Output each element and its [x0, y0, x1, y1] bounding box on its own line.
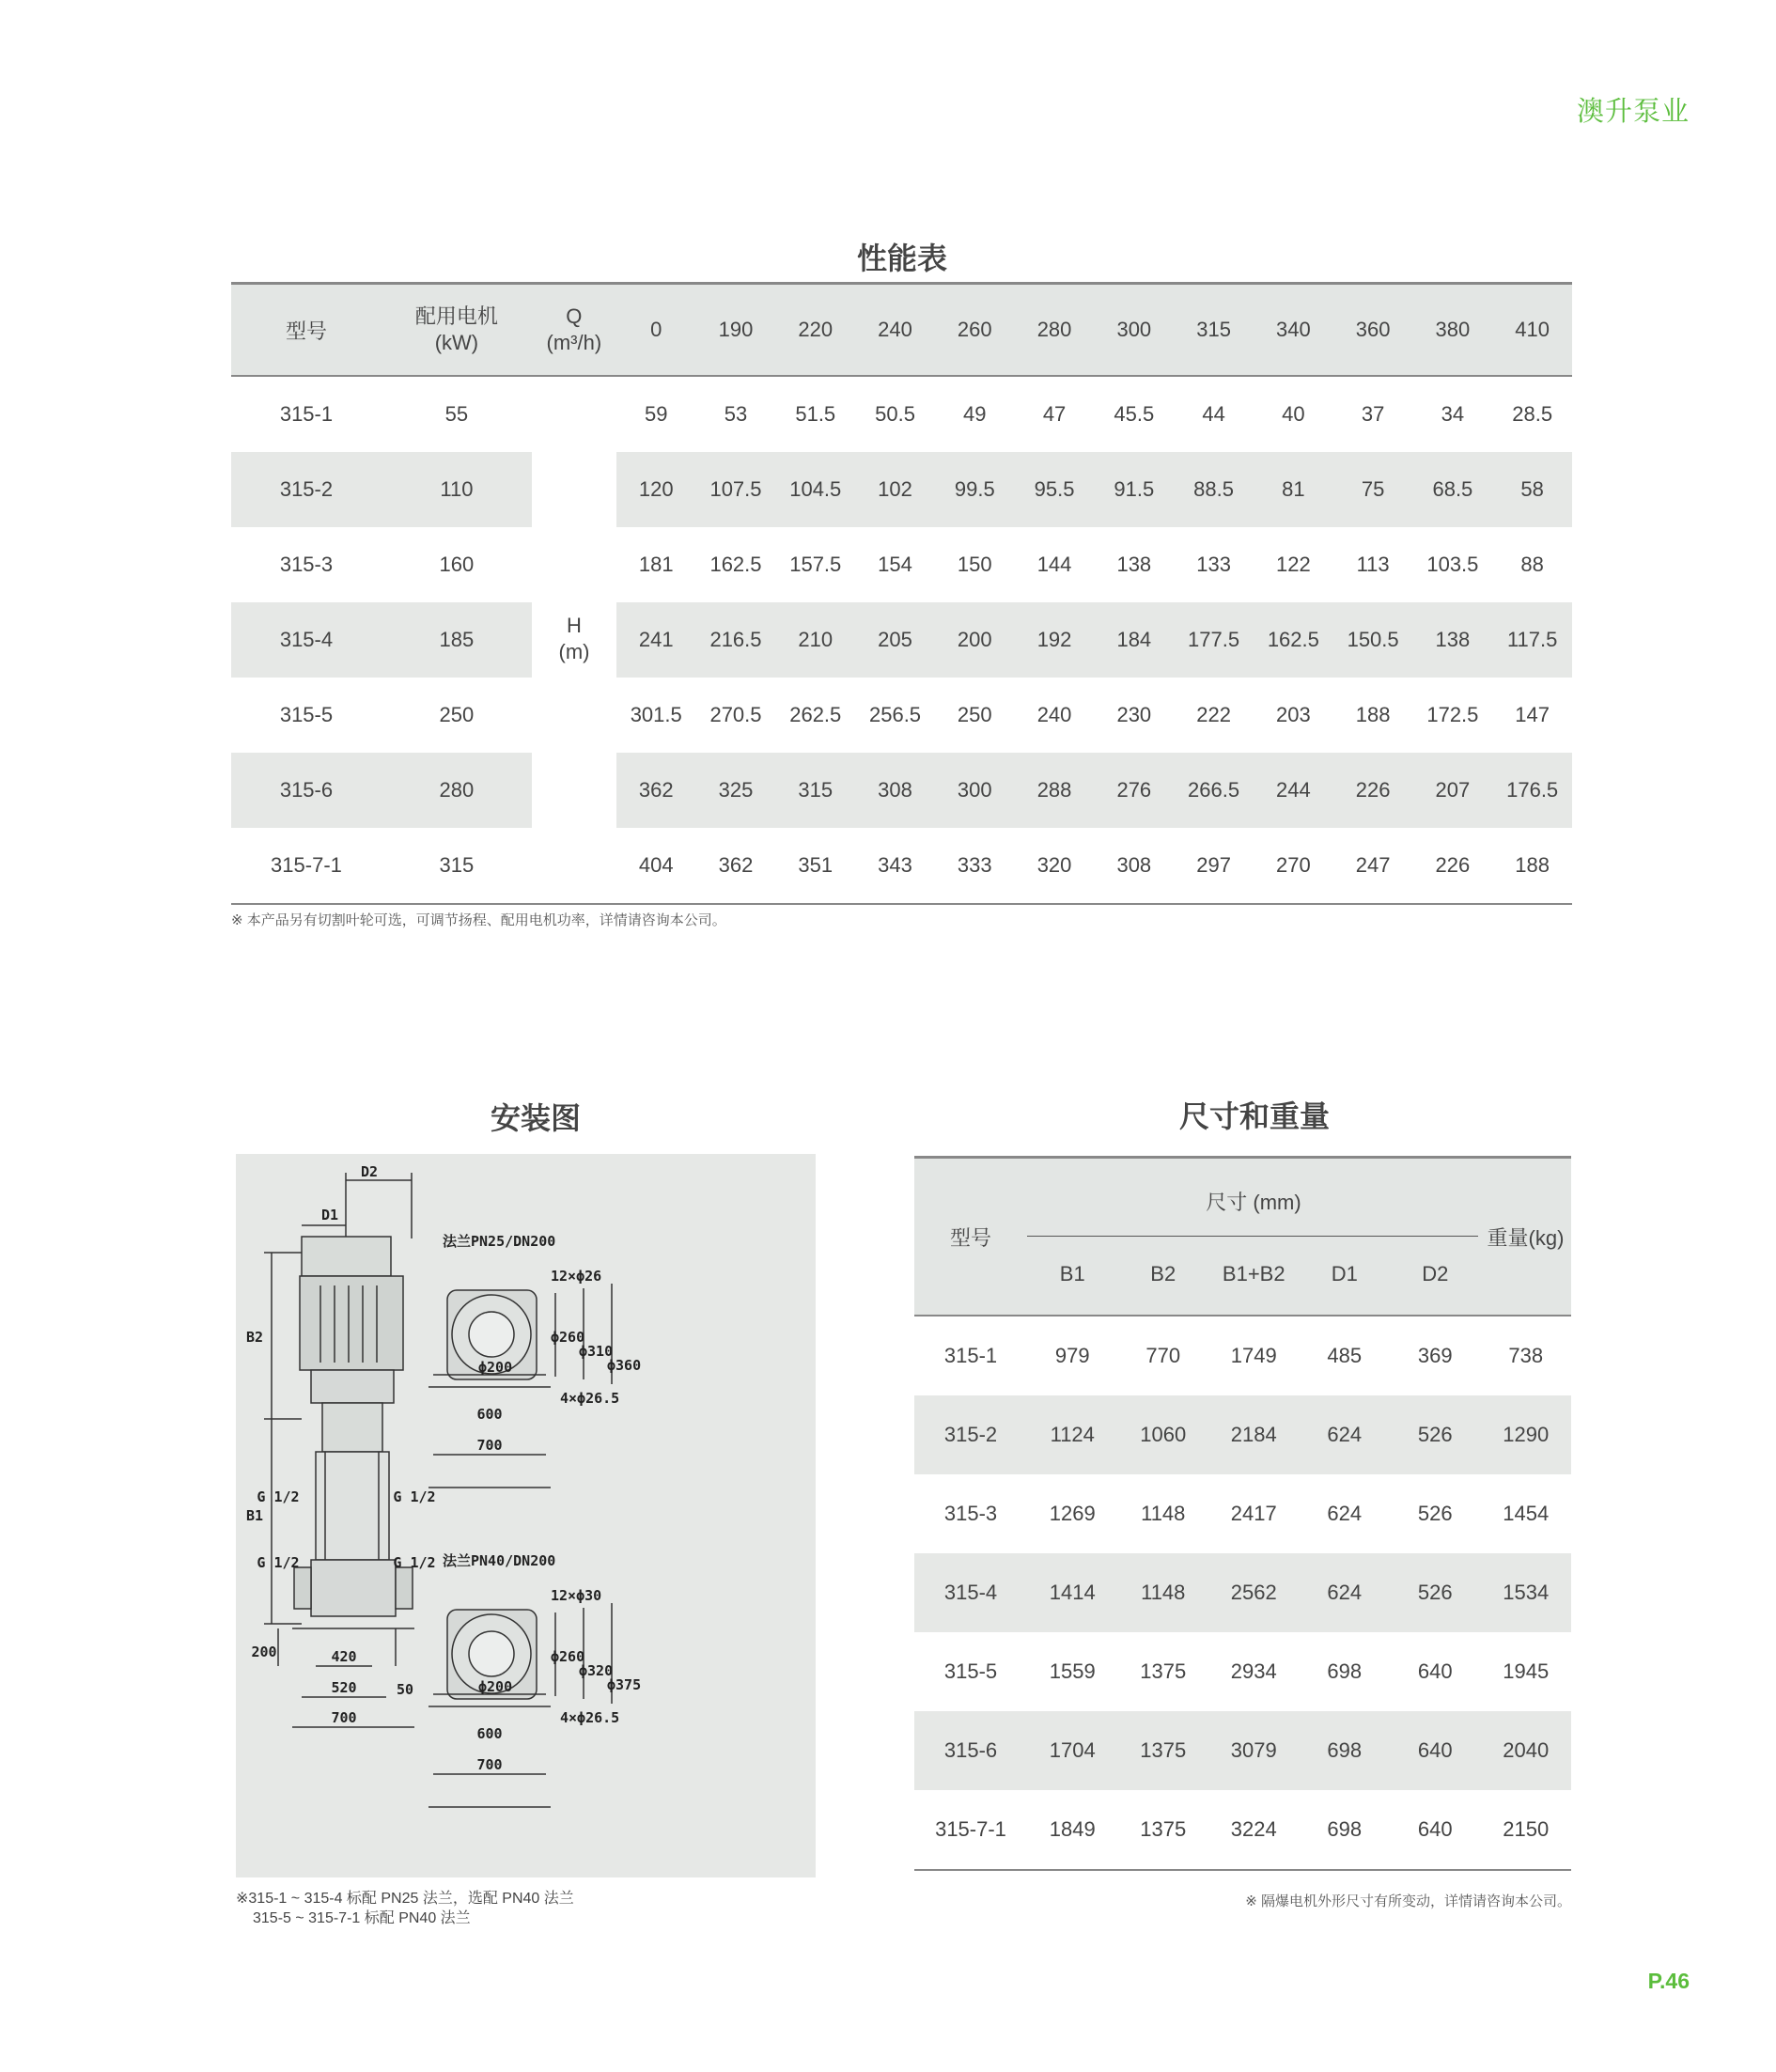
dimension-cell: 640 — [1417, 1817, 1453, 1841]
head-value-cell: 68.5 — [1432, 477, 1473, 501]
flow-value: 315 — [1196, 318, 1231, 341]
model-cell: 315-4 — [279, 628, 334, 651]
label-d260-a: ϕ260 — [551, 1329, 585, 1346]
dimension-cell: 369 — [1417, 1344, 1453, 1367]
head-value-cell: 40 — [1282, 402, 1305, 426]
dimension-cell: 1704 — [1049, 1738, 1096, 1762]
head-value-cell: 117.5 — [1506, 628, 1558, 651]
performance-row — [231, 678, 1572, 753]
head-value-cell: 147 — [1515, 703, 1550, 726]
dimension-cell: 526 — [1417, 1581, 1453, 1604]
head-value-cell: 34 — [1441, 402, 1465, 426]
head-value-cell: 102 — [878, 477, 912, 501]
dimension-cell: 640 — [1417, 1659, 1453, 1683]
head-value-cell: 362 — [638, 778, 674, 802]
weight-cell: 2040 — [1503, 1738, 1550, 1762]
motor-cell: 250 — [439, 703, 475, 726]
dimension-cell: 698 — [1327, 1738, 1363, 1762]
dimensions-note: ※ 隔爆电机外形尺寸有所变动，详情请咨询本公司。 — [1245, 1893, 1571, 1909]
head-value-cell: 95.5 — [1034, 477, 1075, 501]
flow-value: 380 — [1435, 318, 1471, 341]
head-value-cell: 162.5 — [709, 553, 762, 576]
label-d320: ϕ320 — [579, 1662, 614, 1679]
head-value-cell: 188 — [1515, 853, 1550, 877]
label-d1: D1 — [320, 1207, 339, 1223]
head-value-cell: 266.5 — [1188, 778, 1240, 802]
model-cell: 315-5 — [943, 1659, 998, 1683]
dimension-cell: 526 — [1417, 1502, 1453, 1525]
head-value-cell: 351 — [798, 853, 833, 877]
dimension-cell: 698 — [1327, 1817, 1363, 1841]
installation-note-line1: ※315-1 ~ 315-4 标配 PN25 法兰，选配 PN40 法兰 — [236, 1891, 574, 1907]
head-value-cell: 308 — [1116, 853, 1152, 877]
head-value-cell: 404 — [638, 853, 674, 877]
dim-col-d1: D1 — [1331, 1262, 1358, 1285]
head-value-cell: 276 — [1116, 778, 1152, 802]
head-value-cell: 53 — [724, 402, 748, 426]
head-label-line2: (m) — [558, 640, 590, 663]
dimension-cell: 526 — [1417, 1423, 1453, 1446]
flow-value: 360 — [1355, 318, 1391, 341]
col-q-line2: (m³/h) — [546, 331, 602, 354]
head-value-cell: 81 — [1282, 477, 1305, 501]
flow-value: 220 — [798, 318, 833, 341]
label-holes-a: 4×ϕ26.5 — [560, 1390, 620, 1407]
dimension-cell: 1559 — [1049, 1659, 1096, 1683]
flow-value: 300 — [1116, 318, 1152, 341]
performance-row — [231, 828, 1572, 903]
head-value-cell: 270.5 — [709, 703, 762, 726]
dimension-cell: 1124 — [1050, 1423, 1095, 1446]
head-value-cell: 222 — [1196, 703, 1231, 726]
head-value-cell: 162.5 — [1267, 628, 1319, 651]
model-cell: 315-5 — [279, 703, 334, 726]
dimension-cell: 1148 — [1141, 1502, 1186, 1525]
flow-value: 190 — [718, 318, 754, 341]
head-value-cell: 133 — [1196, 553, 1231, 576]
dimension-cell: 1269 — [1049, 1502, 1096, 1525]
installation-title: 安装图 — [490, 1101, 581, 1135]
motor-cell: 315 — [439, 853, 475, 877]
head-value-cell: 216.5 — [709, 628, 762, 651]
performance-row — [231, 602, 1572, 678]
performance-row — [231, 377, 1572, 452]
dimension-cell: 1148 — [1141, 1581, 1186, 1604]
head-value-cell: 262.5 — [789, 703, 842, 726]
weight-cell: 1454 — [1503, 1502, 1550, 1525]
head-value-cell: 157.5 — [789, 553, 842, 576]
dimension-cell: 2184 — [1230, 1423, 1277, 1446]
col-q-line1: Q — [566, 304, 583, 328]
model-cell: 315-6 — [943, 1738, 998, 1762]
model-cell: 315-3 — [943, 1502, 998, 1525]
label-d260-b: ϕ260 — [551, 1648, 585, 1665]
label-h200: 200 — [251, 1644, 277, 1660]
label-d200-a: ϕ200 — [478, 1359, 513, 1376]
head-value-cell: 154 — [878, 553, 912, 576]
label-holes-b: 4×ϕ26.5 — [560, 1709, 620, 1726]
installation-drawing — [236, 1154, 816, 1877]
label-d310: ϕ310 — [579, 1343, 614, 1360]
dimensions-row — [914, 1632, 1571, 1711]
dimension-cell: 698 — [1327, 1659, 1363, 1683]
dimension-cell: 3079 — [1230, 1738, 1277, 1762]
motor-cell: 185 — [439, 628, 475, 651]
head-value-cell: 58 — [1520, 477, 1544, 501]
dim-col-b1: B1 — [1059, 1262, 1085, 1285]
dimension-cell: 3224 — [1230, 1817, 1277, 1841]
head-value-cell: 184 — [1116, 628, 1152, 651]
dimension-cell: 1375 — [1140, 1659, 1187, 1683]
motor-cell: 280 — [439, 778, 475, 802]
label-g-half-3: G 1/2 — [257, 1554, 300, 1571]
label-w600-a: 600 — [476, 1406, 503, 1423]
label-w520: 520 — [331, 1679, 357, 1696]
head-value-cell: 315 — [798, 778, 833, 802]
head-value-cell: 270 — [1275, 853, 1311, 877]
head-value-cell: 320 — [1036, 853, 1072, 877]
flow-value: 340 — [1275, 318, 1311, 341]
head-value-cell: 362 — [718, 853, 754, 877]
head-value-cell: 91.5 — [1114, 477, 1155, 501]
model-cell: 315-7-1 — [271, 853, 342, 877]
model-cell: 315-3 — [279, 553, 334, 576]
head-value-cell: 241 — [638, 628, 674, 651]
dimension-cell: 1849 — [1049, 1817, 1096, 1841]
head-value-cell: 230 — [1116, 703, 1152, 726]
head-value-cell: 210 — [798, 628, 833, 651]
dimension-cell: 624 — [1327, 1581, 1363, 1604]
label-d200-b: ϕ200 — [478, 1678, 513, 1695]
head-value-cell: 240 — [1036, 703, 1072, 726]
label-w600-b: 600 — [476, 1725, 503, 1742]
head-value-cell: 297 — [1196, 853, 1231, 877]
flow-value: 410 — [1515, 318, 1550, 341]
installation-note — [236, 1889, 574, 1928]
dimensions-row — [914, 1474, 1571, 1553]
head-value-cell: 107.5 — [709, 477, 762, 501]
head-value-cell: 49 — [963, 402, 987, 426]
label-flange-pn25: 法兰PN25/DN200 — [443, 1233, 556, 1250]
head-value-cell: 203 — [1275, 703, 1311, 726]
label-w700-b: 700 — [476, 1756, 503, 1773]
dimension-cell: 640 — [1417, 1738, 1453, 1762]
label-bolts-40: 12×ϕ30 — [551, 1587, 602, 1604]
performance-row — [231, 452, 1572, 527]
head-value-cell: 103.5 — [1426, 553, 1479, 576]
flow-value: 240 — [878, 318, 912, 341]
motor-cell: 110 — [440, 477, 474, 501]
head-value-cell: 288 — [1036, 778, 1072, 802]
installation-note-line2: 315-5 ~ 315-7-1 标配 PN40 法兰 — [253, 1910, 471, 1926]
model-cell: 315-4 — [943, 1581, 998, 1604]
dim-group-line — [1027, 1236, 1478, 1237]
performance-title: 性能表 — [856, 241, 947, 275]
model-cell: 315-2 — [943, 1423, 998, 1446]
col-motor-line1: 配用电机 — [414, 304, 498, 328]
label-w420: 420 — [331, 1648, 357, 1665]
head-value-cell: 300 — [957, 778, 992, 802]
flow-value: 280 — [1036, 318, 1072, 341]
head-value-cell: 247 — [1355, 853, 1391, 877]
pump-drawing-svg — [236, 1154, 816, 1877]
dimensions-row — [914, 1711, 1571, 1790]
head-value-cell: 150 — [957, 553, 992, 576]
head-value-cell: 301.5 — [630, 703, 682, 726]
head-value-cell: 45.5 — [1114, 402, 1155, 426]
head-value-cell: 176.5 — [1506, 778, 1559, 802]
head-value-cell: 226 — [1355, 778, 1391, 802]
head-value-cell: 308 — [878, 778, 912, 802]
weight-cell: 1290 — [1503, 1423, 1550, 1446]
performance-note: ※ 本产品另有切割叶轮可选，可调节扬程、配用电机功率，详情请咨询本公司。 — [231, 912, 726, 928]
model-cell: 315-2 — [279, 477, 334, 501]
head-value-cell: 37 — [1361, 402, 1385, 426]
label-b2: B2 — [245, 1329, 264, 1346]
head-value-cell: 104.5 — [789, 477, 842, 501]
head-value-cell: 205 — [878, 628, 912, 651]
label-bolts-25: 12×ϕ26 — [551, 1268, 602, 1285]
performance-header-row — [231, 285, 1572, 377]
model-cell: 315-1 — [943, 1344, 998, 1367]
head-value-cell: 99.5 — [954, 477, 995, 501]
head-value-cell: 51.5 — [795, 402, 836, 426]
head-value-cell: 343 — [878, 853, 912, 877]
col-q — [532, 304, 616, 356]
dimensions-row — [914, 1553, 1571, 1632]
dim-col-d2: D2 — [1422, 1262, 1449, 1285]
flow-value: 0 — [650, 318, 662, 341]
head-value-cell: 188 — [1355, 703, 1391, 726]
dimension-cell: 770 — [1145, 1344, 1181, 1367]
head-value-cell: 75 — [1361, 477, 1385, 501]
head-value-cell: 256.5 — [868, 703, 922, 726]
dimension-cell: 1375 — [1140, 1817, 1187, 1841]
label-h50: 50 — [396, 1681, 414, 1698]
performance-table — [231, 282, 1572, 905]
dim-col-model: 型号 — [949, 1226, 991, 1250]
head-value-cell: 138 — [1116, 553, 1152, 576]
dim-size-group: 尺寸 (mm) — [1206, 1191, 1301, 1214]
dim-subcols — [1027, 1262, 1481, 1286]
dim-col-b1b2: B1+B2 — [1222, 1262, 1285, 1285]
brand-name: 澳升泵业 — [1576, 97, 1690, 127]
label-g-half-2: G 1/2 — [393, 1488, 436, 1505]
head-value-cell: 207 — [1435, 778, 1471, 802]
model-cell: 315-6 — [279, 778, 334, 802]
dimension-cell: 979 — [1054, 1344, 1090, 1367]
dimensions-row — [914, 1316, 1571, 1395]
head-value-cell: 192 — [1036, 628, 1072, 651]
head-value-cell: 120 — [638, 477, 674, 501]
head-value-cell: 88.5 — [1193, 477, 1234, 501]
head-value-cell: 113 — [1356, 553, 1390, 576]
dim-col-b2: B2 — [1150, 1262, 1176, 1285]
motor-cell: 160 — [439, 553, 475, 576]
head-value-cell: 333 — [957, 853, 992, 877]
dimensions-title: 尺寸和重量 — [1178, 1099, 1330, 1133]
label-g-half-4: G 1/2 — [393, 1554, 436, 1571]
dimension-cell: 485 — [1327, 1344, 1363, 1367]
head-value-cell: 47 — [1042, 402, 1067, 426]
head-value-cell: 181 — [638, 553, 674, 576]
weight-cell: 2150 — [1503, 1817, 1550, 1841]
head-value-cell: 200 — [957, 628, 992, 651]
label-flange-pn40: 法兰PN40/DN200 — [443, 1552, 556, 1569]
dimensions-table — [914, 1156, 1571, 1871]
head-value-cell: 50.5 — [875, 402, 915, 426]
dimensions-body — [914, 1316, 1571, 1869]
weight-cell: 1945 — [1503, 1659, 1550, 1683]
head-unit-label — [532, 613, 616, 665]
label-w700-a: 700 — [476, 1437, 503, 1454]
label-d2: D2 — [360, 1163, 379, 1180]
flow-value: 260 — [957, 318, 992, 341]
label-g-half-1: G 1/2 — [257, 1488, 300, 1505]
dimensions-row — [914, 1395, 1571, 1474]
weight-cell: 738 — [1508, 1344, 1544, 1367]
model-cell: 315-7-1 — [935, 1817, 1006, 1841]
dimension-cell: 1060 — [1140, 1423, 1187, 1446]
dimension-cell: 624 — [1327, 1423, 1363, 1446]
head-value-cell: 144 — [1036, 553, 1072, 576]
dim-col-weight: 重量(kg) — [1487, 1226, 1565, 1250]
dimension-cell: 624 — [1327, 1502, 1363, 1525]
head-value-cell: 59 — [644, 402, 668, 426]
dimension-cell: 2562 — [1230, 1581, 1277, 1604]
performance-body — [231, 377, 1572, 903]
head-value-cell: 28.5 — [1512, 402, 1553, 426]
col-model: 型号 — [285, 319, 327, 343]
head-value-cell: 172.5 — [1426, 703, 1479, 726]
col-motor-line2: (kW) — [434, 331, 479, 354]
label-b1: B1 — [245, 1507, 264, 1524]
head-value-cell: 122 — [1275, 553, 1311, 576]
head-value-cell: 88 — [1520, 553, 1544, 576]
model-cell: 315-1 — [279, 402, 334, 426]
head-value-cell: 325 — [718, 778, 754, 802]
label-w700-left: 700 — [331, 1709, 357, 1726]
performance-row — [231, 527, 1572, 602]
dimensions-row — [914, 1790, 1571, 1869]
dimension-cell: 1749 — [1230, 1344, 1277, 1367]
motor-cell: 55 — [444, 402, 469, 426]
dimension-cell: 2417 — [1230, 1502, 1277, 1525]
head-value-cell: 150.5 — [1347, 628, 1399, 651]
head-value-cell: 138 — [1435, 628, 1471, 651]
performance-row — [231, 753, 1572, 828]
dimension-cell: 1375 — [1140, 1738, 1187, 1762]
head-label-line1: H — [567, 614, 582, 637]
page-number: P.46 — [1647, 1969, 1690, 1993]
head-value-cell: 244 — [1275, 778, 1311, 802]
col-motor — [382, 304, 532, 356]
head-value-cell: 44 — [1202, 402, 1225, 426]
weight-cell: 1534 — [1503, 1581, 1550, 1604]
label-d360: ϕ360 — [607, 1357, 642, 1374]
dimensions-header — [914, 1159, 1571, 1316]
dimension-cell: 2934 — [1230, 1659, 1277, 1683]
head-value-cell: 250 — [957, 703, 992, 726]
label-d375: ϕ375 — [607, 1676, 642, 1693]
dimension-cell: 1414 — [1049, 1581, 1096, 1604]
head-value-cell: 226 — [1435, 853, 1471, 877]
head-value-cell: 177.5 — [1188, 628, 1240, 651]
